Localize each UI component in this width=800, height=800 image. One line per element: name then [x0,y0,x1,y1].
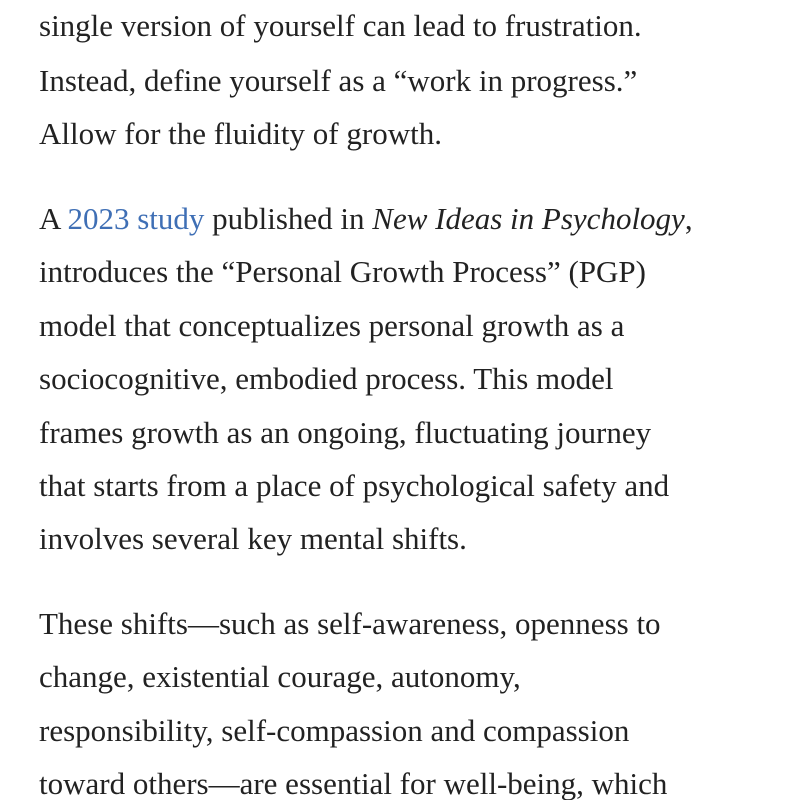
study-link[interactable]: 2023 study [67,201,205,236]
paragraph-2-line-7: involves several key mental shifts. [39,521,467,556]
paragraph-3-line-4: toward others—are essential for well-being, which [39,766,668,800]
paragraph-2-suffix: , [684,201,693,236]
paragraph-2-line-5: frames growth as an ongoing, fluctuating journey [39,415,652,450]
paragraph-2-line-3: model that conceptualizes personal growth as a [39,308,625,343]
paragraph-2-line-4: sociocognitive, embodied process. This model [39,361,614,396]
paragraph-2-line-1 [39,199,693,239]
paragraph-1-line-2: Instead, define yourself as a “work in progress.” [39,63,638,98]
paragraph-2-mid: published in [204,201,373,236]
paragraph-1-line-3: Allow for the fluidity of growth. [39,116,442,151]
paragraph-3-line-2: change, existential courage, autonomy, [39,659,521,694]
paragraph-3-line-3: responsibility, self-compassion and compassion [39,713,630,748]
paragraph-2-prefix: A [39,201,68,236]
paragraph-1-line-1: single version of yourself can lead to frustration. [39,8,642,43]
paragraph-3-line-1: These shifts—such as self-awareness, openness to [39,606,661,641]
journal-title: New Ideas in Psychology [372,201,685,236]
paragraph-2-line-6: that starts from a place of psychological safety and [39,468,670,503]
paragraph-2-line-2: introduces the “Personal Growth Process” (PGP) [39,254,646,289]
